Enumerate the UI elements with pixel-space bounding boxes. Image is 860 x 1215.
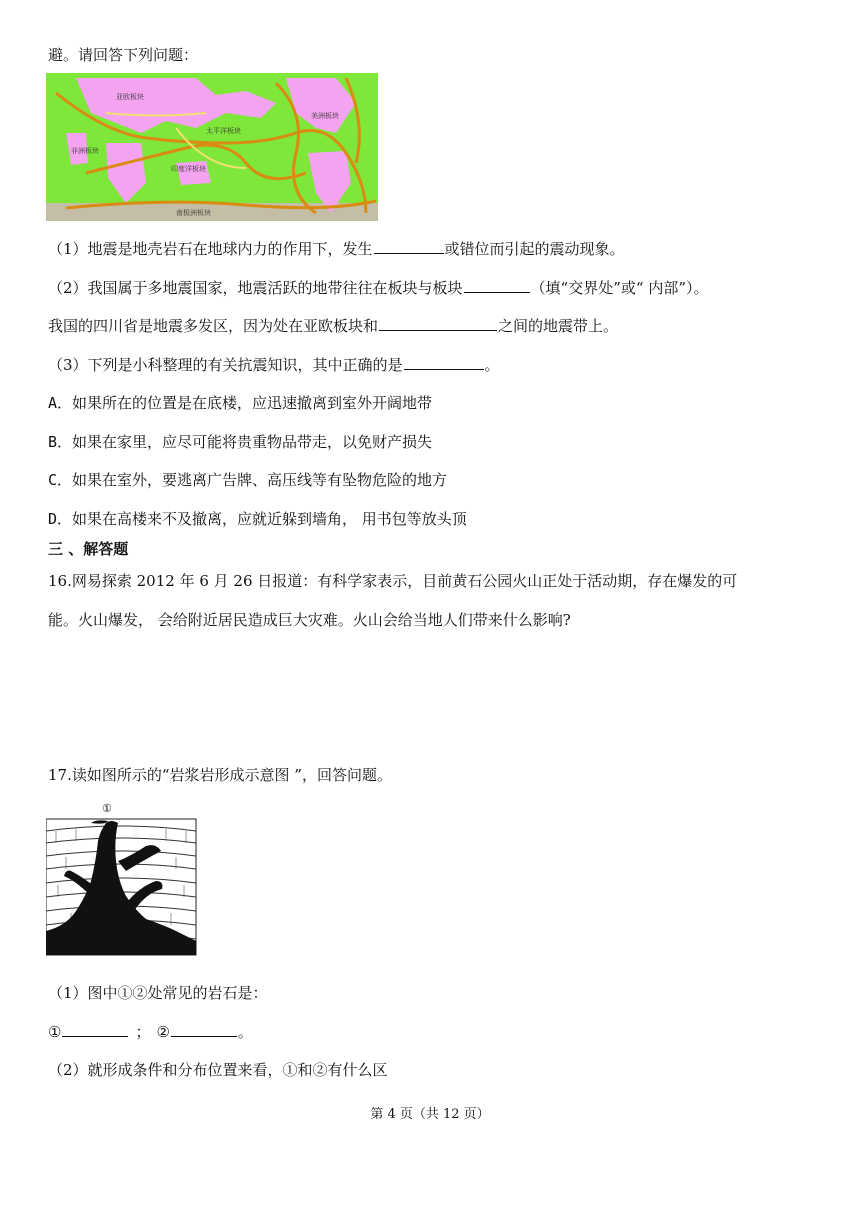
period: 。 xyxy=(237,1023,253,1041)
figure-marker-1: ① xyxy=(102,802,112,815)
option-text: 如果所在的位置是在底楼，应迅速撤离到室外开阔地带 xyxy=(72,394,433,412)
plate-map-svg xyxy=(46,73,378,221)
option-a[interactable] xyxy=(48,392,432,413)
option-d[interactable] xyxy=(48,508,467,529)
q15-p2b-text-end: 之间的地震带上。 xyxy=(498,317,619,335)
option-text: 如果在室外，要逃离广告牌、高压线等有坠物危险的地方 xyxy=(72,471,448,489)
answer-blank[interactable] xyxy=(379,316,497,331)
q15-part2b xyxy=(48,315,618,336)
answer-blank[interactable] xyxy=(62,1022,128,1037)
option-text: 如果在高楼来不及撤离，应就近躲到墙角， 用书包等放头顶 xyxy=(72,510,467,528)
option-b[interactable] xyxy=(48,431,432,452)
q17-part1: （1）图中①②处常见的岩石是： xyxy=(48,984,268,1002)
answer-blank[interactable] xyxy=(171,1022,237,1037)
option-c[interactable] xyxy=(48,469,447,490)
option-text: 如果在家里，应尽可能将贵重物品带走，以免财产损失 xyxy=(72,433,433,451)
q15-p3-text: （3）下列是小科整理的有关抗震知识，其中正确的是 xyxy=(48,356,403,374)
answer-blank[interactable] xyxy=(404,355,484,370)
option-letter: C． xyxy=(48,471,73,489)
q15-p1-text: （1）地震是地壳岩石在地球内力的作用下，发生 xyxy=(48,240,373,258)
q15-p2b-text: 我国的四川省是地震多发区，因为处在亚欧板块和 xyxy=(48,317,379,335)
magma-rock-figure xyxy=(46,801,198,957)
page-footer: 第 4 页（共 12 页） xyxy=(370,1107,490,1122)
section-heading: 三 、解答题 xyxy=(48,540,129,558)
option-letter: D． xyxy=(48,510,73,528)
q17-part1b xyxy=(48,1021,253,1042)
q15-p1-text-end: 或错位而引起的震动现象。 xyxy=(444,240,625,258)
q16-line2: 能。火山爆发， 会给附近居民造成巨大灾难。火山会给当地人们带来什么影响? xyxy=(48,611,571,629)
q15-part2 xyxy=(48,277,709,298)
plate-map-figure xyxy=(46,73,378,221)
answer-blank[interactable] xyxy=(464,278,530,293)
label-eurasian-plate: 亚欧板块 xyxy=(116,93,144,101)
intro-text: 避。请回答下列问题： xyxy=(48,46,199,64)
label-african-plate: 非洲板块 xyxy=(71,147,99,155)
q15-p2-text-end: （填“交界处”或“ 内部”）。 xyxy=(530,279,709,297)
label-pacific-plate: 太平洋板块 xyxy=(206,127,241,135)
marker-2: ② xyxy=(156,1023,170,1041)
label-indian-plate: 印度洋板块 xyxy=(171,165,206,173)
label-american-plate: 美洲板块 xyxy=(311,112,339,120)
magma-rock-svg xyxy=(46,801,198,957)
q15-p2-text: （2）我国属于多地震国家，地震活跃的地带往往在板块与板块 xyxy=(48,279,463,297)
q15-part3 xyxy=(48,354,500,375)
q17-part2: （2）就形成条件和分布位置来看，①和②有什么区 xyxy=(48,1061,388,1079)
option-letter: B． xyxy=(48,433,73,451)
separator: ； xyxy=(135,1023,151,1041)
q16-line1: 16.网易探索 2012 年 6 月 26 日报道：有科学家表示，目前黄石公园火山正处于活动期，存在爆发的可 xyxy=(48,572,738,590)
q17-line1: 17.读如图所示的“岩浆岩形成示意图 ”，回答问题。 xyxy=(48,766,392,784)
marker-1: ① xyxy=(48,1023,62,1041)
answer-blank[interactable] xyxy=(374,239,444,254)
q15-p3-text-end: 。 xyxy=(484,356,500,374)
option-letter: A． xyxy=(48,394,73,412)
q15-part1 xyxy=(48,238,625,259)
label-antarctic-plate: 南极洲板块 xyxy=(176,209,211,217)
